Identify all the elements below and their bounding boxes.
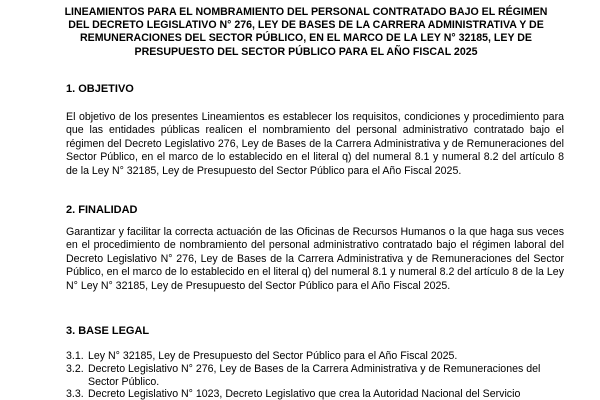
section-text-finalidad: Garantizar y facilitar la correcta actuación de las Oficinas de Recursos Humanos o la que haga sus veces en el procedimiento de nombramiento del personal administrativo contratado bajo el régimen laboral del Decreto Legislativo N° 276, Ley de Bases de la Carrera Administrativa y de Remuneraciones del Sector Público, en el marco de lo establecido en el literal q) del numeral 8.1 y numeral 8.2 del artículo 8 de la Ley N° Ley N° 32185, Ley de Presupuesto del Sector Público para el Año Fiscal 2025. xyxy=(66,226,564,292)
section-heading-objetivo: 1. OBJETIVO xyxy=(66,83,134,95)
legal-item-text: Decreto Legislativo N° 276, Ley de Bases de la Carrera Administrativa y de Remuneraciones del Sector Público. xyxy=(88,362,541,388)
document-title: LINEAMIENTOS PARA EL NOMBRAMIENTO DEL PERSONAL CONTRATADO BAJO EL RÉGIMEN DEL DECRETO LEGISLATIVO N° 276, LEY DE BASES DE LA CARRERA ADMINISTRATIVA Y DE REMUNERACIONES DEL SECTOR PÚBLICO, EN EL MARCO DE LA LEY N° 32185, LEY DE PRESUPUESTO DEL SECTOR PÚBLICO PARA EL AÑO FISCAL 2025 xyxy=(64,6,548,58)
legal-base-list xyxy=(66,350,564,400)
legal-item xyxy=(66,363,564,389)
section-heading-finalidad: 2. FINALIDAD xyxy=(66,204,138,216)
section-heading-base-legal: 3. BASE LEGAL xyxy=(66,325,150,337)
legal-item xyxy=(66,388,564,400)
legal-item-number: 3.3. xyxy=(66,388,84,400)
legal-item-number: 3.2. xyxy=(66,362,84,375)
legal-item xyxy=(66,350,564,363)
legal-item-text: Ley N° 32185, Ley de Presupuesto del Sector Público para el Año Fiscal 2025. xyxy=(88,350,458,362)
legal-item-text: Decreto Legislativo N° 1023, Decreto Legislativo que crea la Autoridad Nacional del Servicio xyxy=(88,388,521,400)
section-text-objetivo: El objetivo de los presentes Lineamientos es establecer los requisitos, condiciones y procedimiento para que las entidades públicas realicen el nombramiento del personal administrativo contratado bajo el régimen del Decreto Legislativo 276, Ley de Bases de la Carrera Administrativa y de Remuneraciones del Sector Público, en el marco de lo establecido en el literal q) del numeral 8.1 y numeral 8.2 del artículo 8 de la Ley N° 32185, Ley de Presupuesto del Sector Público para el Año Fiscal 2025. xyxy=(66,111,564,177)
legal-item-number: 3.1. xyxy=(66,350,84,362)
